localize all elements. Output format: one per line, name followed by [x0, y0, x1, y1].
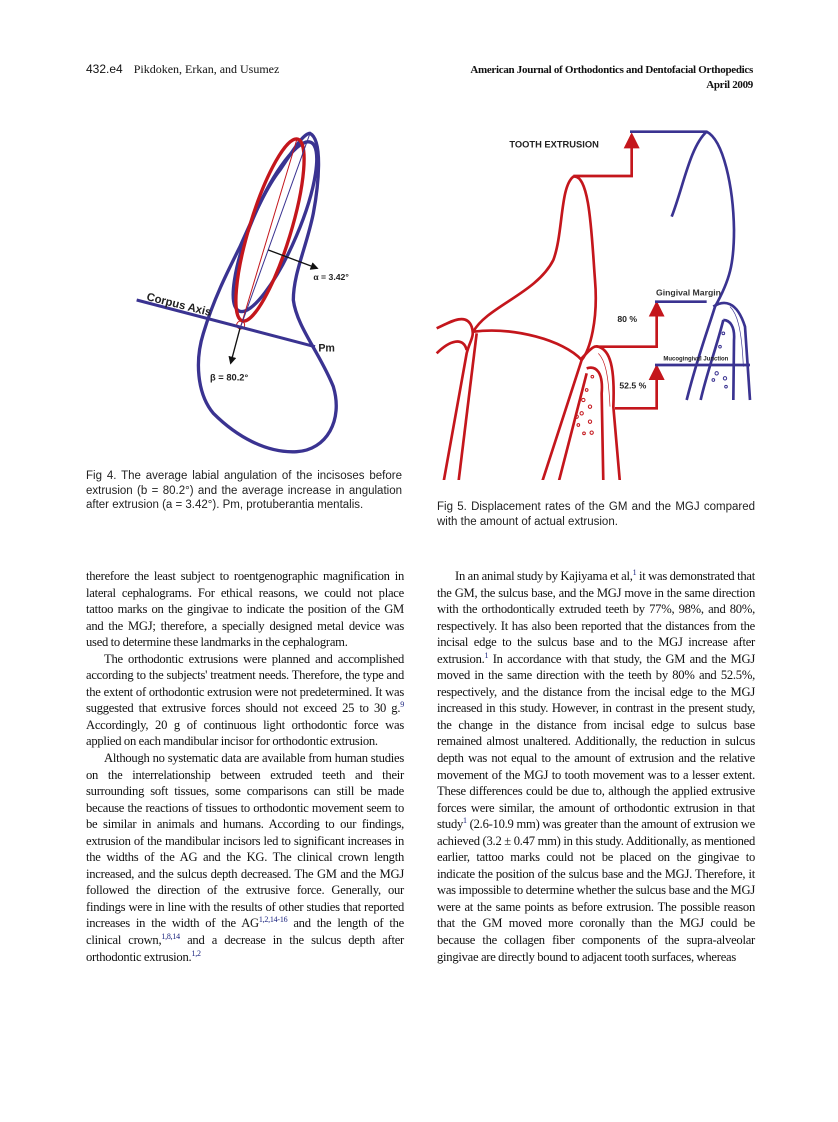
- alpha-label: α = 3.42°: [313, 272, 349, 282]
- text-run: The orthodontic extrusions were planned and accomplished according to the subjects' treatment needs. Therefore, the type and the extent of orthodontic extrusion were not predetermined. It was suggested that extrusive forces should not exceed 25 to 30 g.: [86, 651, 404, 716]
- body-column-right: [437, 568, 755, 965]
- original-tooth-outline: [630, 132, 734, 307]
- text-run: Although no systematic data are available from human studies on the interrelationship between extruded teeth and their surrounding soft tissues, some comparisons can still be made because the reactions of tissues to orthodontic movement seem to be similar in animals and humans. According to our findings, extrusion of the mandibular incisors led to significant increases in the widths of the AG and the KG. The clinical crown length increased, and the sulcus depth decreased. The GM and the MGJ followed the direction of the extrusive force. Generally, our findings were in line with the results of other studies that reported increases in the width of the AG: [86, 751, 404, 931]
- gm-rate-label: 80 %: [617, 314, 638, 324]
- paragraph: [86, 651, 404, 750]
- original-gingiva: [713, 303, 750, 400]
- text-run: In accordance with that study, the GM and the MGJ moved in the same direction with the teeth by 80% and 52.5%, respectively, and the distance from the incisal edge to the MGJ increased in this study. However, in contrast in the present study, the change in the distance from incisal edge to sulcus base remained almost unaltered. Additionally, the reduction in sulcus depth was not equal to the amount of extrusion and the relative movement of the MGJ to tooth movement was to a lesser extent. These differences could be due to, although the applied extrusive forces were similar, the amount of orthodontic extrusion in that study: [437, 651, 755, 832]
- text-run: and the length of the clinical crown,: [86, 916, 405, 948]
- tooth-extrusion-label: TOOTH EXTRUSION: [509, 139, 599, 150]
- paragraph: [86, 750, 404, 965]
- journal-name: American Journal of Orthodontics and Dentofacial Orthopedics: [470, 64, 753, 76]
- page-number: 432.e4: [86, 62, 123, 76]
- pm-label: Pm: [318, 342, 335, 355]
- running-header-left: [86, 62, 279, 77]
- mgj-label: Mucogingival Junction: [663, 356, 729, 363]
- figure-4-caption: Fig 4. The average labial angulation of the incisoses before extrusion (b = 80.2°) and the average increase in angulation after extrusion (a = 3.42°). Pm, protuberantia mentalis.: [86, 470, 402, 511]
- citation[interactable]: 1,2,14-16: [258, 915, 288, 925]
- issue-date: April 2009: [706, 79, 753, 91]
- citation[interactable]: 9: [400, 700, 404, 710]
- citation[interactable]: 1: [632, 568, 637, 577]
- gingival-margin-label: Gingival Margin: [656, 287, 721, 298]
- body-column-left: [86, 568, 404, 965]
- text-run: Accordingly, 20 g of continuous light orthodontic force was applied on each mandibular incisor for orthodontic extrusion.: [86, 717, 404, 749]
- running-header-right: [470, 63, 753, 93]
- citation[interactable]: 1: [484, 650, 489, 660]
- figure-5-caption: Fig 5. Displacement rates of the GM and the MGJ compared with the amount of actual extrusion.: [437, 501, 755, 528]
- figure-4-diagram: [80, 120, 420, 460]
- paragraph: [437, 568, 755, 965]
- alpha-arrow: [268, 250, 317, 268]
- text-run: (2.6-10.9 mm) was greater than the amount of extrusion we achieved (3.2 ± 0.47 mm) in this study. Additionally, as mentioned earlier, tattoo marks could not be placed on the gingivae to indicate the position of the sulcus base and the MGJ. Therefore, it was impossible to determine whether the sulcus base and the MGJ were at the same points as before extrusion. The possible reason that the GM moved more coronally than the MGJ could be because the collagen fiber components of the supra-alveolar gingivae are directly bound to adjacent tooth surfaces, whereas: [437, 817, 755, 964]
- citation[interactable]: 1: [463, 816, 467, 826]
- beta-arrow: [231, 328, 240, 363]
- citation[interactable]: 1,8,14: [161, 932, 180, 942]
- authors: Pikdoken, Erkan, and Usumez: [133, 62, 280, 76]
- mgj-rate-label: 52.5 %: [619, 380, 647, 391]
- paragraph: therefore the least subject to roentgenographic magnification in lateral cephalograms. For ethical reasons, we could not place tattoo marks on the gingivae to indicate the position of the GM and the MGJ; therefore, a specially designed metal device was used to determine these landmarks in the cephalogram.: [86, 569, 404, 650]
- text-run: it was demonstrated that the GM, the sulcus base, and the MGJ move in the same direction with the orthodontically extruded teeth by 77%, 98%, and 80%, respectively. It has also been reported that the distances from the incisal edge to the sulcus base and to the MGJ increase after extrusion.: [437, 569, 755, 666]
- beta-label: β = 80.2°: [210, 372, 249, 383]
- extruded-tooth-outline: [473, 177, 595, 360]
- figure-5-diagram: [430, 120, 760, 480]
- text-run: and a decrease in the sulcus depth after orthodontic extrusion.: [86, 933, 404, 964]
- citation[interactable]: 1,2: [191, 948, 201, 958]
- text-run: In an animal study by Kajiyama et al,: [455, 569, 633, 583]
- corpus-axis-label: Corpus Axis: [145, 291, 213, 319]
